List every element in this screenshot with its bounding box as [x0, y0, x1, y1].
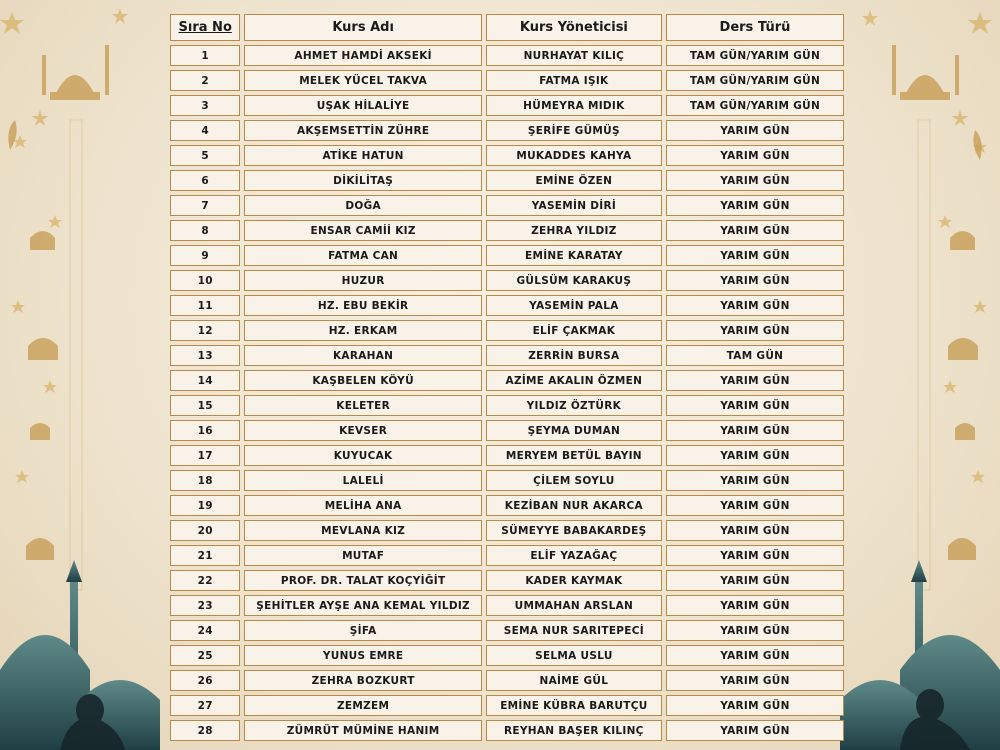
lesson-type: YARIM GÜN	[666, 520, 844, 541]
table-row	[170, 445, 844, 466]
row-no: 7	[170, 195, 240, 216]
course-manager: ELİF ÇAKMAK	[486, 320, 662, 341]
course-manager: SÜMEYYE BABAKARDEŞ	[486, 520, 662, 541]
lesson-type: YARIM GÜN	[666, 245, 844, 266]
course-manager: EMİNE KARATAY	[486, 245, 662, 266]
header-kurs-yoneticisi: Kurs Yöneticisi	[486, 14, 662, 41]
course-name: KAŞBELEN KÖYÜ	[244, 370, 481, 391]
lesson-type: YARIM GÜN	[666, 595, 844, 616]
row-no: 11	[170, 295, 240, 316]
course-manager: AZİME AKALIN ÖZMEN	[486, 370, 662, 391]
lesson-type: YARIM GÜN	[666, 295, 844, 316]
course-manager: KADER KAYMAK	[486, 570, 662, 591]
course-manager: GÜLSÜM KARAKUŞ	[486, 270, 662, 291]
table-row	[170, 195, 844, 216]
lesson-type: YARIM GÜN	[666, 545, 844, 566]
table-row	[170, 670, 844, 691]
table-row	[170, 470, 844, 491]
course-name: ZEHRA BOZKURT	[244, 670, 481, 691]
course-manager: ŞEYMA DUMAN	[486, 420, 662, 441]
table-row	[170, 45, 844, 66]
course-name: PROF. DR. TALAT KOÇYİĞİT	[244, 570, 481, 591]
course-manager: ŞERİFE GÜMÜŞ	[486, 120, 662, 141]
table-row	[170, 720, 844, 741]
lesson-type: YARIM GÜN	[666, 120, 844, 141]
course-manager: HÜMEYRA MIDIK	[486, 95, 662, 116]
lesson-type: TAM GÜN/YARIM GÜN	[666, 95, 844, 116]
course-name: MELİHA ANA	[244, 495, 481, 516]
table-header-row	[170, 14, 844, 41]
course-manager: ZERRİN BURSA	[486, 345, 662, 366]
table-row	[170, 495, 844, 516]
row-no: 28	[170, 720, 240, 741]
course-name: HZ. ERKAM	[244, 320, 481, 341]
lesson-type: YARIM GÜN	[666, 445, 844, 466]
lesson-type: YARIM GÜN	[666, 320, 844, 341]
lesson-type: YARIM GÜN	[666, 145, 844, 166]
row-no: 9	[170, 245, 240, 266]
table-row	[170, 645, 844, 666]
lesson-type: YARIM GÜN	[666, 495, 844, 516]
lesson-type: YARIM GÜN	[666, 670, 844, 691]
course-name: YUNUS EMRE	[244, 645, 481, 666]
course-manager: ÇİLEM SOYLU	[486, 470, 662, 491]
course-manager: YILDIZ ÖZTÜRK	[486, 395, 662, 416]
table-row	[170, 95, 844, 116]
row-no: 19	[170, 495, 240, 516]
course-name: ATİKE HATUN	[244, 145, 481, 166]
course-name: MEVLANA KIZ	[244, 520, 481, 541]
course-manager: SELMA USLU	[486, 645, 662, 666]
lesson-type: YARIM GÜN	[666, 220, 844, 241]
table-row	[170, 395, 844, 416]
course-name: AHMET HAMDİ AKSEKİ	[244, 45, 481, 66]
course-manager: YASEMİN PALA	[486, 295, 662, 316]
header-ders-turu: Ders Türü	[666, 14, 844, 41]
course-name: HZ. EBU BEKİR	[244, 295, 481, 316]
lesson-type: YARIM GÜN	[666, 470, 844, 491]
row-no: 23	[170, 595, 240, 616]
table-row	[170, 370, 844, 391]
header-kurs-adi: Kurs Adı	[244, 14, 481, 41]
row-no: 13	[170, 345, 240, 366]
row-no: 2	[170, 70, 240, 91]
course-manager: MUKADDES KAHYA	[486, 145, 662, 166]
row-no: 3	[170, 95, 240, 116]
course-manager: UMMAHAN ARSLAN	[486, 595, 662, 616]
row-no: 20	[170, 520, 240, 541]
table-row	[170, 145, 844, 166]
lesson-type: TAM GÜN/YARIM GÜN	[666, 45, 844, 66]
lesson-type: YARIM GÜN	[666, 720, 844, 741]
row-no: 27	[170, 695, 240, 716]
table-row	[170, 595, 844, 616]
course-name: KARAHAN	[244, 345, 481, 366]
lesson-type: YARIM GÜN	[666, 695, 844, 716]
table-row	[170, 520, 844, 541]
lesson-type: YARIM GÜN	[666, 170, 844, 191]
lesson-type: YARIM GÜN	[666, 370, 844, 391]
row-no: 4	[170, 120, 240, 141]
course-name: AKŞEMSETTİN ZÜHRE	[244, 120, 481, 141]
course-name: DİKİLİTAŞ	[244, 170, 481, 191]
table-row	[170, 545, 844, 566]
course-name: FATMA CAN	[244, 245, 481, 266]
course-manager: EMİNE KÜBRA BARUTÇU	[486, 695, 662, 716]
row-no: 12	[170, 320, 240, 341]
table-row	[170, 620, 844, 641]
lesson-type: YARIM GÜN	[666, 395, 844, 416]
course-name: ZÜMRÜT MÜMİNE HANIM	[244, 720, 481, 741]
lesson-type: YARIM GÜN	[666, 645, 844, 666]
table-row	[170, 245, 844, 266]
course-name: ENSAR CAMİİ KIZ	[244, 220, 481, 241]
row-no: 14	[170, 370, 240, 391]
course-name: HUZUR	[244, 270, 481, 291]
course-manager: REYHAN BAŞER KILINÇ	[486, 720, 662, 741]
course-name: MUTAF	[244, 545, 481, 566]
row-no: 18	[170, 470, 240, 491]
lesson-type: YARIM GÜN	[666, 620, 844, 641]
course-name: KELETER	[244, 395, 481, 416]
lesson-type: TAM GÜN	[666, 345, 844, 366]
table-row	[170, 170, 844, 191]
row-no: 21	[170, 545, 240, 566]
table-row	[170, 695, 844, 716]
row-no: 15	[170, 395, 240, 416]
table-row	[170, 320, 844, 341]
course-name: UŞAK HİLALİYE	[244, 95, 481, 116]
row-no: 6	[170, 170, 240, 191]
course-manager: FATMA IŞIK	[486, 70, 662, 91]
course-name: ŞEHİTLER AYŞE ANA KEMAL YILDIZ	[244, 595, 481, 616]
course-manager: MERYEM BETÜL BAYIN	[486, 445, 662, 466]
course-manager: ELİF YAZAĞAÇ	[486, 545, 662, 566]
row-no: 22	[170, 570, 240, 591]
lesson-type: YARIM GÜN	[666, 420, 844, 441]
course-manager: NURHAYAT KILIÇ	[486, 45, 662, 66]
row-no: 17	[170, 445, 240, 466]
lesson-type: YARIM GÜN	[666, 570, 844, 591]
lesson-type: YARIM GÜN	[666, 195, 844, 216]
course-name: MELEK YÜCEL TAKVA	[244, 70, 481, 91]
row-no: 8	[170, 220, 240, 241]
course-manager: SEMA NUR SARITEPECİ	[486, 620, 662, 641]
row-no: 24	[170, 620, 240, 641]
row-no: 25	[170, 645, 240, 666]
course-manager: EMİNE ÖZEN	[486, 170, 662, 191]
table-row	[170, 295, 844, 316]
table-row	[170, 120, 844, 141]
row-no: 1	[170, 45, 240, 66]
row-no: 26	[170, 670, 240, 691]
course-name: LALELİ	[244, 470, 481, 491]
table-row	[170, 270, 844, 291]
course-manager: YASEMİN DİRİ	[486, 195, 662, 216]
table-row	[170, 420, 844, 441]
course-manager: ZEHRA YILDIZ	[486, 220, 662, 241]
course-table	[166, 10, 848, 745]
lesson-type: TAM GÜN/YARIM GÜN	[666, 70, 844, 91]
table-row	[170, 345, 844, 366]
header-sira-no: Sıra No	[170, 14, 240, 41]
row-no: 5	[170, 145, 240, 166]
row-no: 10	[170, 270, 240, 291]
course-name: KEVSER	[244, 420, 481, 441]
table-row	[170, 220, 844, 241]
row-no: 16	[170, 420, 240, 441]
course-manager: NAİME GÜL	[486, 670, 662, 691]
course-name: ZEMZEM	[244, 695, 481, 716]
table-row	[170, 70, 844, 91]
table-row	[170, 570, 844, 591]
lesson-type: YARIM GÜN	[666, 270, 844, 291]
course-name: ŞİFA	[244, 620, 481, 641]
course-name: KUYUCAK	[244, 445, 481, 466]
course-manager: KEZİBAN NUR AKARCA	[486, 495, 662, 516]
course-name: DOĞA	[244, 195, 481, 216]
